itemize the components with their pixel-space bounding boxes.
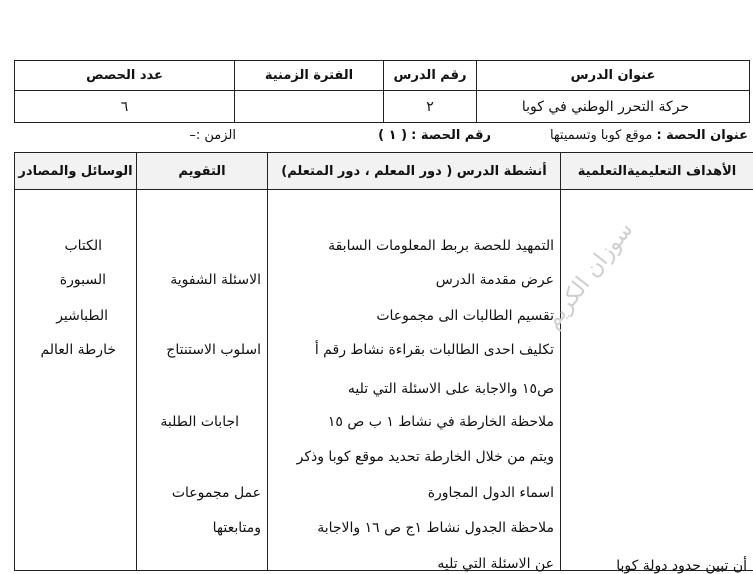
header-period: الفترة الزمنية (235, 61, 384, 91)
period-value (235, 91, 384, 123)
session-number-label: رقم الحصة : (411, 128, 491, 143)
header-sessions-count: عدد الحصص (15, 61, 235, 91)
objective-item: أن تبين حدود دولة كوبا (616, 558, 747, 574)
evaluation-item: عمل مجموعات (172, 485, 261, 501)
resource-item: خارطة العالم (40, 342, 116, 358)
header-lesson-title: عنوان الدرس (477, 61, 750, 91)
session-title-label: عنوان الحصة : (656, 128, 748, 143)
info-header-row (15, 61, 750, 91)
info-value-row (15, 91, 750, 123)
watermark: سوزان الكريم (540, 217, 638, 333)
session-number-value: ( ١ ) (378, 128, 407, 143)
main-header-row (15, 153, 753, 190)
resource-item: الكتاب (64, 238, 102, 254)
activity-item: ملاحظة الخارطة في نشاط ١ ب ص ١٥ (328, 414, 554, 430)
activity-item: تكليف احدى الطالبات بقراءة نشاط رقم أ (315, 342, 554, 358)
main-body-row (15, 190, 753, 571)
header-objectives: الأهداف التعليميةالتعلمية (561, 153, 753, 190)
lesson-title-value: حركة التحرر الوطني في كوبا (477, 91, 750, 123)
activities-cell (268, 190, 561, 571)
activity-item: ص١٥ والاجابة على الاسئلة التي تليه (348, 381, 554, 397)
evaluation-item: الاسئلة الشفوية (170, 272, 261, 288)
header-activities: أنشطة الدرس ( دور المعلم ، دور المتعلم) (268, 153, 561, 190)
header-resources: الوسائل والمصادر (15, 153, 137, 190)
lesson-number-value: ٢ (384, 91, 477, 123)
evaluation-item: ومتابعتها (213, 520, 261, 536)
session-number (378, 128, 491, 150)
session-time-label: الزمن :– (189, 128, 236, 150)
objectives-cell (561, 190, 753, 571)
session-title (550, 128, 748, 150)
evaluation-item: اسلوب الاستنتاج (166, 342, 261, 358)
activity-item: تقسيم الطالبات الى مجموعات (376, 308, 554, 324)
header-evaluation: التقويم (137, 153, 268, 190)
evaluation-item: اجابات الطلبة (160, 414, 239, 430)
activity-item: التمهيد للحصة بربط المعلومات السابقة (328, 238, 554, 254)
activity-item: ويتم من خلال الخارطة تحديد موقع كوبا وذكر (297, 449, 554, 465)
lesson-info-table (14, 60, 750, 123)
header-lesson-number: رقم الدرس (384, 61, 477, 91)
activity-item: عن الاسئلة التي تليه (437, 556, 554, 572)
resources-cell (15, 190, 137, 571)
resource-item: الطباشير (56, 308, 108, 324)
evaluation-cell (137, 190, 268, 571)
activity-item: اسماء الدول المجاورة (428, 485, 554, 501)
activity-item: ملاحظة الجدول نشاط ١ج ص ١٦ والاجابة (317, 520, 554, 536)
resource-item: السبورة (60, 272, 106, 288)
sessions-count-value: ٦ (15, 91, 235, 123)
lesson-plan-table (14, 152, 753, 571)
session-title-value: موقع كوبا وتسميتها (550, 128, 652, 143)
activity-item: عرض مقدمة الدرس (436, 272, 554, 288)
